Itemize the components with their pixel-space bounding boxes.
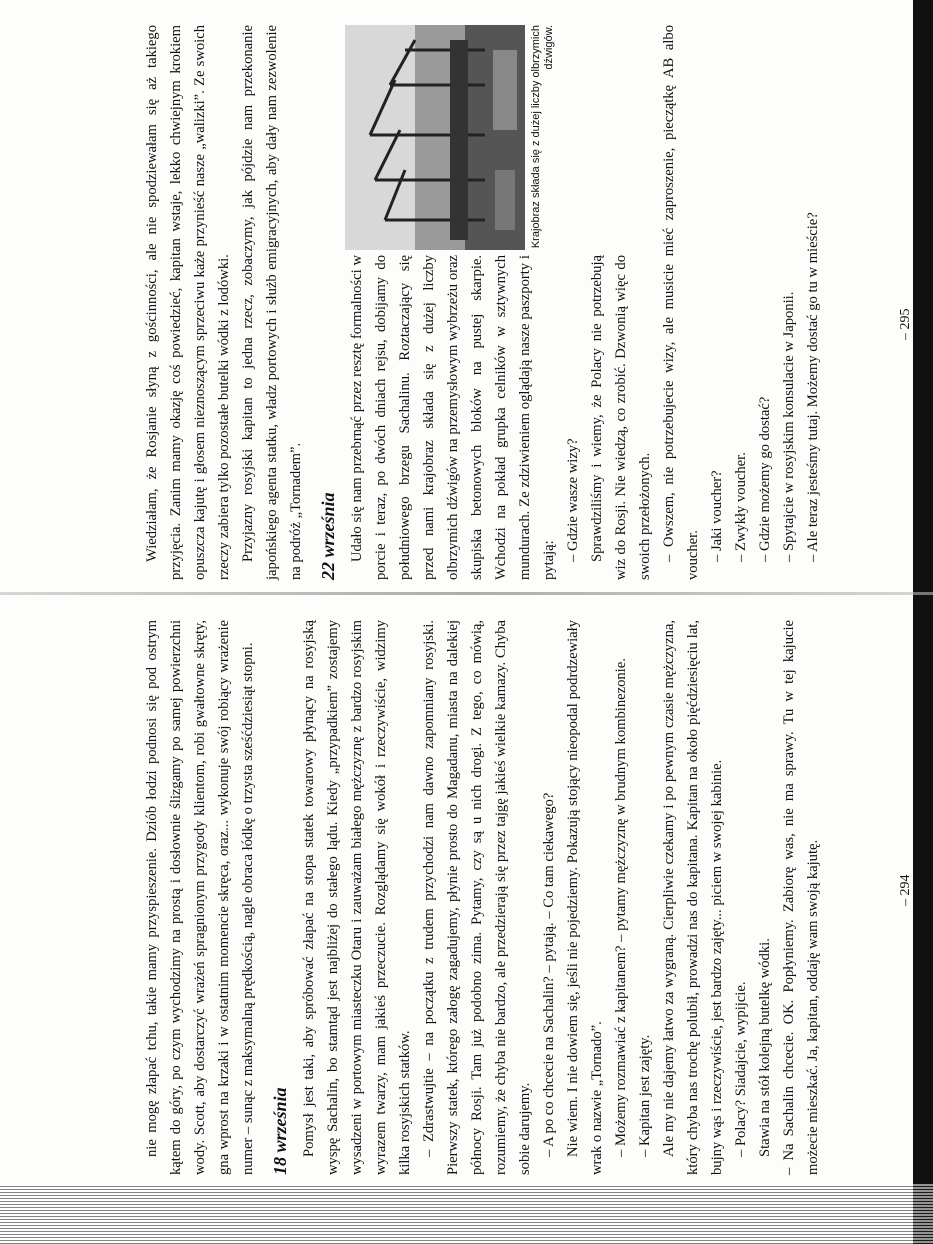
paragraph: – Gdzie wasze wizy? bbox=[565, 438, 581, 562]
paragraph: – Polacy? Siadajcie, wypijcie. bbox=[733, 981, 749, 1157]
paragraph: Pomysł jest taki, aby spróbować złapać na stopa statek towarowy płynący na rosyjską wyspę Sachalin, bo stamtąd jest najbliżej do stałego lądu. Kiedy „przypadkiem” zostajemy wysadzeni w portowym miasteczku Otaru i zauważam białego mężczyznę z bardzo rosyjskim wyrazem twarzy, mam jakieś przeczucie. Rozglądamy się wokół i rzeczywiście, widzimy kilka rosyjskich statków. bbox=[301, 620, 413, 1175]
photo-caption: Krajobraz składa się z dużej liczby olbrzymich dźwigów. bbox=[530, 25, 555, 249]
paragraph: – Możemy rozmawiać z kapitanem? – pytamy mężczyznę w brudnym kombinezonie. bbox=[613, 658, 629, 1157]
photo-block bbox=[345, 25, 657, 250]
paragraph: – Zwykły voucher. bbox=[733, 452, 749, 562]
paragraph: Przyjazny rosyjski kapitan to jedna rzecz, zobaczymy, jak pójdzie nam przekonanie japońskiego agenta statku, władz portowych i służb emigracyjnych, aby dały nam zezwolenie na podróż „Tornadem”. bbox=[240, 25, 304, 580]
paragraph: – Owszem, nie potrzebujecie wizy, ale musicie mieć zaproszenie, pieczątkę AB albo voucher. bbox=[661, 25, 701, 580]
paragraph: – Jaki voucher? bbox=[709, 470, 725, 562]
paragraph: Wiedziałam, że Rosjanie słyną z gościnności, ale nie spodziewałam się aż takiego przyjęcia. Zanim mamy okazję coś powiedzieć, kapitan wstaje, lekko chwiejnym krokiem opuszcza kajutę i głosem nieznoszącym sprzeciwu każe przynieść nasze „walizki”. Ze swoich rzeczy zabiera tylko pozostałe butelki wódki z lodówki. bbox=[144, 25, 232, 580]
paragraph: Ale my nie dajemy łatwo za wygraną. Cierpliwie czekamy i po pewnym czasie mężczyzna, który chyba nas trochę polubił, prowadzi nas do kapitana. Kapitan na około pięćdziesięciu lat, bujny wąs i rzeczywiście, jest bardzo zajęty... piciem w swojej kabinie. bbox=[661, 620, 725, 1175]
paragraph: – Kapitan jest zajęty. bbox=[637, 1034, 653, 1157]
left-page bbox=[140, 620, 900, 1175]
page-number-left: – 294 – bbox=[898, 874, 929, 906]
paragraph: Udało się nam przebrnąć przez resztę formalności w porcie i teraz, po dwóch dniach rejsu, dobijamy do południowego brzegu Sachalinu. Roztaczający się przed nami krajobraz składa się z dużej liczby olbrzymich dźwigów na przemysłowym wybrzeżu oraz skupiska betonowych bloków na pustej skarpie. Wchodzi na pokład grupka celników w sztywnych mundurach. Ze zdziwieniem oglądają nasze paszporty i pytają: bbox=[349, 255, 557, 580]
scan-artifact bbox=[0, 1184, 933, 1244]
paragraph: – Spytajcie w rosyjskim konsulacie w Japonii. bbox=[781, 291, 797, 562]
page-number-right: – 295 – bbox=[898, 308, 929, 340]
paragraph: Sprawdziliśmy i wiemy, że Polacy nie potrzebują wiz do Rosji. Nie wiedzą, co zrobić. Dzwonią więc do swoich przełożonych. bbox=[589, 255, 653, 580]
port-cranes-photo bbox=[345, 25, 525, 250]
paragraph: – A po co chcecie na Sachalin? – pytają. – Co tam ciekawego? bbox=[541, 792, 557, 1157]
paragraph: – Zdrastwujtie – na początku z trudem przychodzi nam dawno zapomniany rosyjski. Pierwszy statek, którego załogę zagadujemy, płynie prosto do Magadanu, miasta na dalekiej północy Rosji. Tam już podobno zima. Pytamy, czy są u nich drogi. Z tego, co mówią, rozumiemy, że chyba nie bardzo, ale przedzierają się przez tajgę jakieś wielkie kamazy. Chyba sobie darujemy. bbox=[421, 620, 533, 1175]
paragraph: – Ale teraz jesteśmy tutaj. Możemy dostać go tu w mieście? bbox=[805, 212, 821, 562]
right-page bbox=[140, 25, 933, 580]
paragraph: nie mogę złapać tchu, takie mamy przyspieszenie. Dziób łodzi podnosi się pod ostrym kątem do góry, po czym wychodzimy na prostą i dosłownie ślizgamy po samej powierzchni wody. Scott, aby dostarczyć wrażeń spragnionym przygody klientom, robi gwałtowne skręty, gna wprost na krzaki i w ostatnim momencie skręca, oraz... wykonuje swój robiący wrażenie numer – sunąc z maksymalną prędkością, nagle obraca łódkę o trzysta sześćdziesiąt stopni. bbox=[144, 620, 256, 1175]
paragraph: Stawia na stół kolejną butelkę wódki. bbox=[757, 938, 773, 1157]
section-heading: 18 września bbox=[270, 1087, 290, 1175]
paragraph: – Gdzie możemy go dostać? bbox=[757, 396, 773, 562]
paragraph: – Na Sachalin chcecie. OK. Popłyniemy. Zabiorę was, nie ma sprawy. Tu w tej kajucie możecie mieszkać. Ja, kapitan, oddaję wam swoją kajutę. bbox=[781, 620, 821, 1175]
section-heading: 22 września bbox=[318, 492, 338, 580]
book-gutter bbox=[0, 592, 933, 595]
paragraph: Nie wiem. I nie dowiem się, jeśli nie pojedziemy. Pokazują stojący nieopodal podrdzewiały wrak o nazwie „Tornado”. bbox=[565, 620, 605, 1175]
